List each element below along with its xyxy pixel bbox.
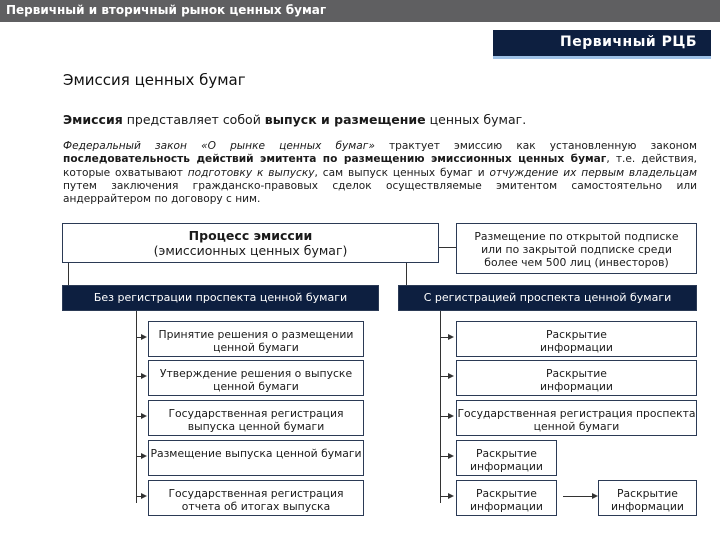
step-label: Утверждение решения о выпуске ценной бумаги	[159, 367, 353, 393]
emission-process-box	[62, 223, 439, 263]
step-box	[148, 321, 364, 357]
lead-text: представляет собой	[122, 112, 265, 127]
lead-sentence	[63, 112, 526, 127]
right-step-box	[456, 360, 697, 396]
para-italic-2: отчуждение их первым владельцам	[489, 166, 697, 179]
left-branch-header	[62, 285, 379, 311]
placement-note: Размещение по открытой подписке или по закрытой подписке среди более чем 500 лиц (инвесторов)	[474, 230, 679, 269]
title-bar	[0, 0, 720, 22]
right-step-label: Государственная регистрация проспекта ценной бумаги	[457, 407, 696, 433]
right-step-box	[598, 480, 697, 516]
right-step-label: Раскрытие информации	[540, 367, 613, 393]
step-label: Принятие решения о размещении ценной бумаги	[158, 328, 354, 354]
section-tab	[493, 30, 711, 59]
step-box	[148, 480, 364, 516]
left-branch-label: Без регистрации проспекта ценной бумаги	[93, 291, 348, 304]
lead-term: Эмиссия	[63, 112, 123, 127]
right-step-label: Раскрытие информации	[611, 487, 684, 513]
placement-note-box	[456, 223, 697, 274]
para-emphasis: последовательность действий эмитента по размещению эмиссионных ценных бумаг	[63, 153, 607, 166]
para-text-3: , сам выпуск ценных бумаг и	[314, 166, 490, 179]
step-label: Государственная регистрация выпуска ценной бумаги	[168, 407, 344, 433]
section-title: Первичный РЦБ	[560, 34, 697, 50]
para-text-4: путем заключения гражданско-правовых сделок осуществляемые эмитентом самостоятельно или андеррайтером по договору с ним.	[63, 179, 697, 206]
right-branch-header	[398, 285, 697, 311]
step-label: Размещение выпуска ценной бумаги	[150, 447, 362, 460]
law-citation: Федеральный закон «О рынке ценных бумаг»	[63, 140, 375, 152]
right-step-label: Раскрытие информации	[470, 447, 543, 473]
right-step-box	[456, 480, 557, 516]
step-box	[148, 400, 364, 436]
step-label: Государственная регистрация отчета об итогах выпуска	[168, 487, 344, 513]
law-paragraph	[63, 140, 697, 206]
lead-text-end: ценных бумаг.	[425, 112, 527, 127]
process-title: Процесс эмиссии	[188, 228, 313, 243]
para-text-2: , т.е. действия, которые охватывают	[63, 153, 697, 179]
process-subtitle: (эмиссионных ценных бумаг)	[153, 243, 348, 258]
lead-emphasis: выпуск и размещение	[264, 112, 426, 127]
right-step-label: Раскрытие информации	[470, 487, 543, 513]
step-box	[148, 360, 364, 396]
right-step-box	[456, 440, 557, 476]
para-italic-1: подготовку к выпуску	[187, 166, 315, 179]
presentation-title: Первичный и вторичный рынок ценных бумаг	[6, 3, 327, 17]
right-step-box	[456, 400, 697, 436]
right-branch-label: С регистрацией проспекта ценной бумаги	[423, 291, 672, 304]
step-box	[148, 440, 364, 476]
para-text-1: трактует эмиссию как установленную законом	[374, 140, 697, 152]
right-step-box	[456, 321, 697, 357]
right-step-label: Раскрытие информации	[540, 328, 613, 354]
page-heading: Эмиссия ценных бумаг	[63, 71, 246, 89]
